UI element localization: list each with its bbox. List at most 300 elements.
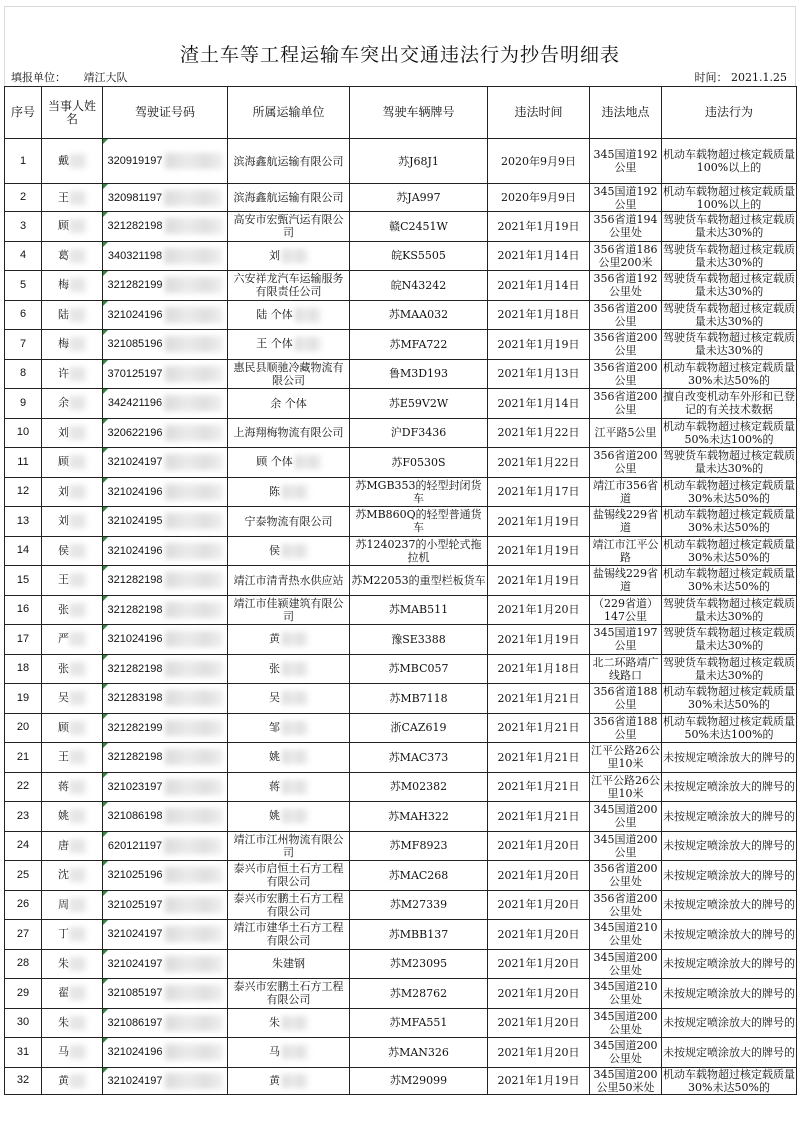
row-time: [488, 139, 590, 184]
row-plate-text: 赣C2451W: [389, 219, 448, 233]
row-violation: [662, 890, 797, 920]
row-no-text: 27: [16, 927, 30, 940]
row-place: [590, 1067, 662, 1094]
row-name-text: 王: [58, 750, 69, 764]
row-violation-text: 未按规定喷涂放大的牌号的: [663, 1016, 795, 1030]
row-violation-text: 驾驶货车载物超过核定载质量未达30%的: [663, 449, 795, 476]
row-license-text: 321025197: [107, 898, 163, 911]
row-license: [103, 979, 228, 1009]
row-plate: [350, 389, 488, 419]
row-violation: [662, 595, 797, 625]
redaction-blur: [70, 809, 86, 823]
row-place: [590, 184, 662, 212]
row-plate: [350, 920, 488, 950]
table-row: [5, 1008, 797, 1038]
redaction-blur: [282, 750, 308, 764]
row-time: [488, 654, 590, 684]
row-violation: [662, 920, 797, 950]
row-time-text: 2021年1月20日: [497, 1045, 580, 1059]
row-company-text: 侯: [269, 543, 280, 557]
redaction-blur: [165, 897, 223, 913]
row-plate: [350, 271, 488, 301]
row-plate-text: 鲁M3D193: [388, 367, 449, 381]
row-name: [42, 920, 103, 950]
row-time: [488, 1008, 590, 1038]
row-no: [5, 949, 42, 979]
row-violation: [662, 684, 797, 714]
col-header-license: 驾驶证号码: [103, 87, 228, 139]
row-no-text: 29: [16, 986, 30, 999]
row-license: [103, 389, 228, 419]
row-place-text: 356省道188公里: [593, 714, 658, 741]
row-place: [590, 595, 662, 625]
row-time-text: 2021年1月19日: [497, 219, 580, 233]
row-place-text: 356省道200公里: [593, 449, 658, 476]
redaction-blur: [165, 153, 223, 169]
row-time: [488, 271, 590, 301]
row-plate: [350, 184, 488, 212]
table-row: [5, 890, 797, 920]
row-violation-text: 机动车载物超过核定载质量30%未达50%的: [663, 508, 795, 535]
row-company-text: 宁泰物流有限公司: [244, 514, 333, 528]
row-license: [103, 359, 228, 389]
row-plate-text: 苏MF8923: [389, 839, 448, 853]
row-place-text: 345国道200公里处: [593, 1009, 658, 1036]
row-place-text: 356省道200公里处: [593, 891, 658, 918]
row-company-text: 高安市宏甄汽运有限公司: [233, 213, 344, 240]
row-place: [590, 713, 662, 743]
row-plate: [350, 448, 488, 478]
redaction-blur: [165, 572, 223, 588]
redaction-blur: [165, 454, 223, 470]
row-violation: [662, 566, 797, 596]
row-license-text: 321282199: [107, 721, 163, 734]
row-plate-text: 豫SE3388: [391, 632, 446, 646]
redaction-blur: [70, 396, 86, 410]
row-time-text: 2021年1月18日: [497, 662, 580, 676]
row-license: [103, 507, 228, 537]
redaction-blur: [70, 514, 86, 528]
row-place: [590, 448, 662, 478]
row-place-text: 356省道188公里: [593, 685, 658, 712]
row-violation: [662, 949, 797, 979]
row-place-text: 356省道194公里处: [593, 213, 658, 240]
row-time-text: 2021年1月19日: [497, 1074, 580, 1087]
row-company: [228, 831, 350, 861]
row-place-text: 356省道192公里处: [593, 272, 658, 299]
row-no: [5, 861, 42, 891]
row-no: [5, 536, 42, 566]
report-unit-label: 填报单位：: [11, 71, 66, 84]
row-plate-text: 苏MFA551: [389, 1016, 448, 1030]
report-unit-value: 靖江大队: [83, 71, 128, 84]
row-company: [228, 418, 350, 448]
row-company: [228, 861, 350, 891]
redaction-blur: [70, 868, 86, 882]
row-license: [103, 595, 228, 625]
row-name: [42, 890, 103, 920]
table-row: [5, 861, 797, 891]
row-violation: [662, 625, 797, 655]
redaction-blur: [164, 395, 222, 411]
row-place: [590, 359, 662, 389]
row-name: [42, 448, 103, 478]
row-time: [488, 536, 590, 566]
row-violation-text: 机动车载物超过核定载质量100%以上的: [663, 148, 795, 174]
row-company: [228, 330, 350, 360]
row-name: [42, 359, 103, 389]
row-license-text: 321023197: [107, 780, 163, 793]
row-company-text: 靖江市建华土石方工程有限公司: [233, 921, 344, 948]
report-info-row: [4, 70, 796, 86]
row-no-text: 31: [16, 1045, 30, 1058]
table-row: [5, 920, 797, 950]
table-row: [5, 1067, 797, 1094]
row-place-text: 靖江市356省道: [593, 478, 658, 505]
redaction-blur: [165, 277, 223, 293]
row-place-text: 345国道200公里: [593, 832, 658, 859]
row-violation: [662, 418, 797, 448]
row-time: [488, 389, 590, 419]
row-name: [42, 212, 103, 242]
row-license-text: 321282198: [107, 751, 163, 764]
row-time: [488, 566, 590, 596]
table-row: [5, 477, 797, 507]
row-company-text: 靖江市江州物流有限公司: [233, 832, 344, 859]
row-name-text: 梅: [58, 278, 69, 292]
row-violation-text: 驾驶货车载物超过核定载质量未达30%的: [663, 242, 795, 269]
row-no-text: 9: [19, 396, 27, 409]
row-no-text: 14: [16, 544, 30, 557]
row-plate: [350, 684, 488, 714]
row-place-text: 盐锡线229省道: [593, 567, 658, 594]
row-no-text: 32: [16, 1074, 30, 1086]
table-row: [5, 625, 797, 655]
row-plate: [350, 212, 488, 242]
row-violation-text: 驾驶货车载物超过核定载质量未达30%的: [663, 213, 795, 240]
row-plate: [350, 300, 488, 330]
row-time: [488, 1067, 590, 1094]
row-plate: [350, 772, 488, 802]
row-name-text: 黄: [58, 1073, 69, 1087]
row-plate-text: 苏M22053的重型栏板货车: [351, 573, 486, 587]
row-name: [42, 1067, 103, 1094]
row-time: [488, 743, 590, 773]
row-no: [5, 1008, 42, 1038]
redaction-blur: [165, 749, 223, 765]
row-time: [488, 802, 590, 832]
row-no: [5, 330, 42, 360]
row-violation: [662, 359, 797, 389]
row-name: [42, 595, 103, 625]
row-plate: [350, 359, 488, 389]
redaction-blur: [165, 631, 223, 647]
row-company-text: 陈: [269, 484, 280, 498]
row-company: [228, 536, 350, 566]
row-no-text: 6: [19, 308, 27, 321]
row-company: [228, 212, 350, 242]
row-company: [228, 949, 350, 979]
row-time: [488, 949, 590, 979]
row-no-text: 8: [19, 367, 27, 380]
row-name: [42, 139, 103, 184]
row-license: [103, 625, 228, 655]
row-license-text: 321282198: [107, 220, 163, 233]
row-name-text: 刘: [58, 514, 69, 528]
redaction-blur: [282, 249, 308, 263]
row-violation: [662, 772, 797, 802]
row-no-text: 26: [16, 898, 30, 911]
violations-table: [4, 86, 797, 1095]
redaction-blur: [165, 336, 223, 352]
row-license-text: 620121197: [107, 839, 163, 852]
row-no: [5, 359, 42, 389]
row-no-text: 30: [16, 1016, 30, 1029]
row-name-text: 顾: [58, 219, 69, 233]
row-violation-text: 机动车载物超过核定载质量30%未达50%的: [663, 1067, 795, 1094]
row-place: [590, 654, 662, 684]
row-license-text: 321086198: [107, 810, 163, 823]
row-company-text: 吴: [269, 691, 280, 705]
report-time: [695, 70, 787, 86]
redaction-blur: [164, 838, 222, 854]
row-license-text: 321282199: [107, 279, 163, 292]
row-license: [103, 802, 228, 832]
row-license-text: 321024195: [107, 515, 163, 528]
row-time: [488, 861, 590, 891]
row-time-text: 2021年1月17日: [497, 485, 580, 499]
row-company-text: 朱: [269, 1015, 280, 1029]
row-time-text: 2021年1月19日: [497, 573, 580, 587]
table-row: [5, 359, 797, 389]
row-name-text: 姚: [58, 809, 69, 823]
row-name: [42, 1038, 103, 1068]
row-violation-text: 驾驶货车载物超过核定载质量未达30%的: [663, 655, 795, 682]
row-name: [42, 654, 103, 684]
row-license: [103, 920, 228, 950]
row-place-text: 356省道186公里200米: [593, 242, 658, 269]
table-row: [5, 566, 797, 596]
row-name-text: 严: [58, 632, 69, 646]
row-license-text: 321282198: [107, 574, 163, 587]
row-violation: [662, 271, 797, 301]
redaction-blur: [70, 337, 86, 351]
row-company: [228, 920, 350, 950]
row-place: [590, 684, 662, 714]
row-place: [590, 890, 662, 920]
row-time-text: 2021年1月13日: [497, 367, 580, 381]
row-time-text: 2021年1月20日: [497, 986, 580, 1000]
col-header-violation: 违法行为: [662, 87, 797, 139]
row-plate-text: 皖KS5505: [391, 249, 446, 263]
table-row: [5, 831, 797, 861]
row-plate: [350, 1067, 488, 1094]
row-plate-text: 苏MAB511: [388, 603, 449, 617]
row-name-text: 许: [58, 366, 69, 380]
row-no: [5, 831, 42, 861]
redaction-blur: [70, 662, 86, 676]
row-company-text: 朱建钢: [272, 957, 305, 971]
row-company: [228, 566, 350, 596]
row-place: [590, 507, 662, 537]
row-time-text: 2021年1月21日: [497, 780, 580, 794]
row-place-text: 345国道192公里: [593, 184, 658, 211]
redaction-blur: [70, 691, 86, 705]
row-license: [103, 536, 228, 566]
redaction-blur: [70, 308, 86, 322]
table-body: [5, 139, 797, 1095]
row-no: [5, 625, 42, 655]
row-name: [42, 802, 103, 832]
row-violation: [662, 713, 797, 743]
row-place-text: 345国道197公里: [593, 626, 658, 653]
row-license: [103, 713, 228, 743]
row-violation-text: 机动车载物超过核定载质量30%未达50%的: [663, 537, 795, 564]
redaction-blur: [295, 308, 321, 322]
redaction-blur: [165, 779, 223, 795]
row-place: [590, 212, 662, 242]
row-name-text: 唐: [58, 838, 69, 852]
redaction-blur: [282, 544, 308, 558]
row-time: [488, 625, 590, 655]
row-time-text: 2020年9月9日: [501, 191, 576, 204]
redaction-blur: [165, 926, 223, 942]
report-time-value: 2021.1.25: [731, 71, 787, 84]
row-company: [228, 890, 350, 920]
row-place: [590, 1038, 662, 1068]
row-no: [5, 1067, 42, 1094]
row-no-text: 24: [16, 839, 30, 852]
redaction-blur: [165, 690, 223, 706]
row-place-text: 345国道200公里处: [593, 950, 658, 977]
redaction-blur: [70, 927, 86, 941]
row-company-text: 黄: [269, 632, 280, 646]
row-company: [228, 802, 350, 832]
row-place: [590, 389, 662, 419]
row-name-text: 顾: [58, 720, 69, 734]
row-company-text: 靖江市清青热水供应站: [233, 573, 344, 587]
redaction-blur: [165, 218, 223, 234]
row-no: [5, 139, 42, 184]
row-time-text: 2021年1月20日: [497, 898, 580, 912]
table-row: [5, 448, 797, 478]
row-no: [5, 184, 42, 212]
row-violation-text: 机动车载物超过核定载质量30%未达50%的: [663, 685, 795, 712]
row-no: [5, 389, 42, 419]
row-license-text: 370125197: [107, 367, 163, 380]
row-no-text: 5: [19, 278, 27, 291]
row-name-text: 沈: [58, 868, 69, 882]
row-time-text: 2021年1月18日: [497, 308, 580, 322]
row-name: [42, 184, 103, 212]
table-row: [5, 949, 797, 979]
row-place-text: 356省道200公里: [593, 390, 658, 417]
row-violation-text: 机动车载物超过核定载质量50%未达100%的: [663, 714, 795, 741]
redaction-blur: [165, 808, 223, 824]
row-place: [590, 772, 662, 802]
row-place: [590, 271, 662, 301]
row-name: [42, 507, 103, 537]
row-no-text: 16: [16, 603, 30, 616]
row-no-text: 22: [16, 780, 30, 793]
row-violation-text: 未按规定喷涂放大的牌号的: [663, 957, 795, 971]
row-no: [5, 1038, 42, 1068]
row-license: [103, 861, 228, 891]
table-row: [5, 1038, 797, 1068]
row-time-text: 2021年1月22日: [497, 455, 580, 469]
row-company-text: 邹: [269, 720, 280, 734]
row-plate: [350, 139, 488, 184]
row-name: [42, 536, 103, 566]
row-name-text: 梅: [58, 337, 69, 351]
row-time-text: 2021年1月14日: [497, 249, 580, 263]
row-plate-text: 苏JA997: [396, 191, 441, 204]
col-header-place: 违法地点: [590, 87, 662, 139]
row-license-text: 321024196: [107, 1046, 163, 1059]
row-place-text: 江平公路26公里10米: [591, 773, 660, 800]
row-place: [590, 477, 662, 507]
row-violation-text: 未按规定喷涂放大的牌号的: [663, 1045, 795, 1059]
row-company-text: 姚: [269, 809, 280, 823]
row-time: [488, 300, 590, 330]
redaction-blur: [282, 691, 308, 705]
row-violation: [662, 861, 797, 891]
row-license: [103, 271, 228, 301]
row-place-text: 356省道200公里处: [593, 862, 658, 889]
row-license-text: 321086197: [107, 1016, 163, 1029]
row-plate-text: 沪DF3436: [390, 426, 447, 440]
row-no-text: 1: [19, 154, 27, 167]
row-place-text: 江平公路26公里10米: [591, 744, 660, 771]
row-time-text: 2021年1月14日: [497, 278, 580, 292]
row-company-text: 滨海鑫航运输有限公司: [233, 191, 344, 204]
row-time-text: 2021年1月19日: [497, 514, 580, 528]
row-place-text: 靖江市江平公路: [592, 537, 659, 564]
row-license: [103, 654, 228, 684]
row-license: [103, 743, 228, 773]
table-row: [5, 241, 797, 271]
table-row: [5, 536, 797, 566]
redaction-blur: [282, 662, 308, 676]
row-name-text: 刘: [58, 484, 69, 498]
row-name: [42, 743, 103, 773]
row-plate: [350, 979, 488, 1009]
row-company: [228, 595, 350, 625]
row-name-text: 张: [58, 602, 69, 616]
row-violation-text: 机动车载物超过核定载质量30%未达50%的: [663, 567, 795, 594]
row-no: [5, 802, 42, 832]
row-name: [42, 979, 103, 1009]
row-license-text: 342421196: [107, 397, 163, 410]
row-place-text: 356省道200公里: [593, 331, 658, 358]
row-company-text: 滨海鑫航运输有限公司: [233, 154, 344, 168]
row-plate-text: 苏M29099: [389, 1074, 448, 1087]
row-place-text: 345国道200公里处: [593, 1039, 658, 1066]
row-license-text: 321024196: [107, 544, 163, 557]
row-violation-text: 未按规定喷涂放大的牌号的: [663, 986, 795, 1000]
row-time: [488, 212, 590, 242]
row-place: [590, 300, 662, 330]
row-name-text: 吴: [58, 691, 69, 705]
redaction-blur: [165, 985, 223, 1001]
redaction-blur: [165, 956, 223, 972]
row-place: [590, 241, 662, 271]
row-company-text: 蒋: [269, 779, 280, 793]
row-violation: [662, 654, 797, 684]
row-violation: [662, 184, 797, 212]
row-no: [5, 241, 42, 271]
row-time-text: 2021年1月21日: [497, 691, 580, 705]
